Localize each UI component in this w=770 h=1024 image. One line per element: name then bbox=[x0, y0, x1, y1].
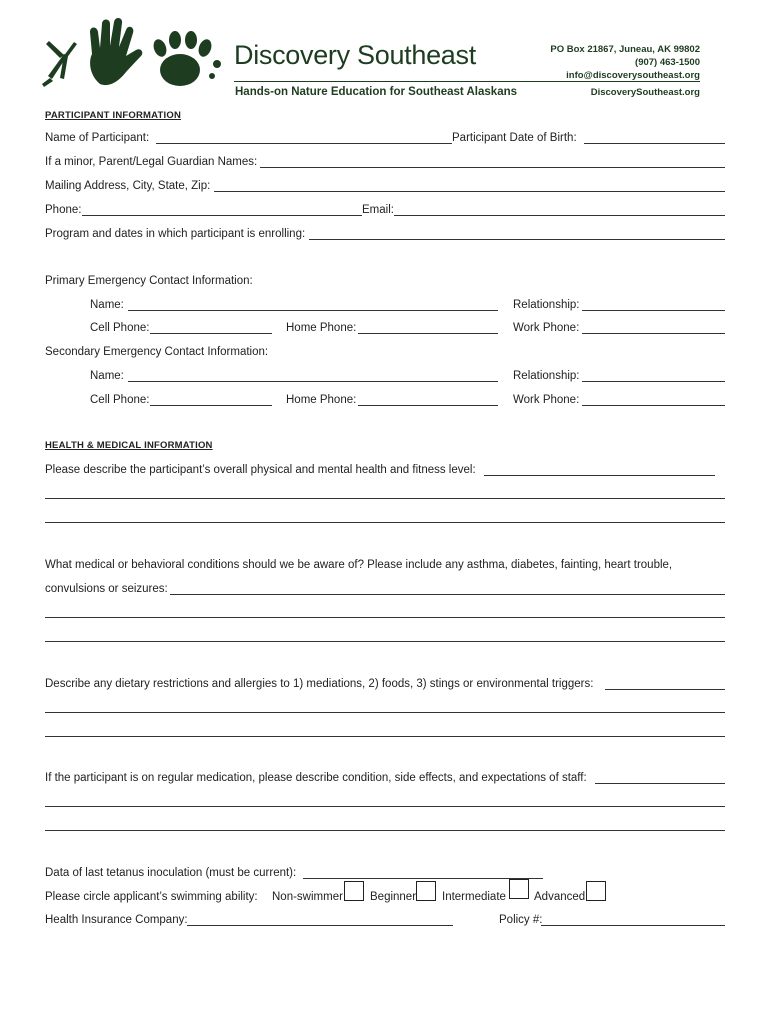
hand-and-paw-prints-icon bbox=[40, 14, 222, 96]
primary-home-field[interactable] bbox=[358, 333, 498, 334]
primary-relationship-field[interactable] bbox=[582, 310, 725, 311]
swim-checkbox-beginner[interactable] bbox=[416, 881, 436, 901]
dietary-question: Describe any dietary restrictions and allergies to 1) mediations, 2) foods, 3) stings or environmental triggers: bbox=[45, 678, 594, 690]
secondary-home-field[interactable] bbox=[358, 405, 498, 406]
participant-name-field[interactable] bbox=[156, 143, 452, 144]
secondary-relationship-field[interactable] bbox=[582, 381, 725, 382]
secondary-contact-label: Secondary Emergency Contact Information: bbox=[45, 346, 269, 358]
secondary-work-label: Work Phone: bbox=[513, 394, 580, 406]
health-heading: HEALTH & MEDICAL INFORMATION bbox=[45, 440, 213, 451]
swim-checkbox-advanced[interactable] bbox=[586, 881, 606, 901]
org-name: Discovery Southeast bbox=[234, 40, 476, 70]
primary-work-label: Work Phone: bbox=[513, 322, 580, 334]
primary-relationship-label: Relationship: bbox=[513, 299, 580, 311]
dietary-field-2[interactable] bbox=[45, 712, 725, 713]
address-label: Mailing Address, City, State, Zip: bbox=[45, 180, 211, 192]
medication-field-2[interactable] bbox=[45, 806, 725, 807]
program-field[interactable] bbox=[309, 239, 725, 240]
email-label: Email: bbox=[362, 204, 394, 216]
conditions-field-2[interactable] bbox=[45, 617, 725, 618]
org-phone: (907) 463-1500 bbox=[635, 57, 700, 68]
participant-name-label: Name of Participant: bbox=[45, 132, 150, 144]
conditions-field-3[interactable] bbox=[45, 641, 725, 642]
secondary-home-label: Home Phone: bbox=[286, 394, 357, 406]
primary-contact-label: Primary Emergency Contact Information: bbox=[45, 275, 253, 287]
primary-name-label: Name: bbox=[90, 299, 124, 311]
dob-label: Participant Date of Birth: bbox=[452, 132, 577, 144]
address-field[interactable] bbox=[214, 191, 725, 192]
fitness-field-1[interactable] bbox=[484, 475, 715, 476]
swim-option-label: Advanced bbox=[534, 891, 586, 903]
medication-field-3[interactable] bbox=[45, 830, 725, 831]
dietary-field-3[interactable] bbox=[45, 736, 725, 737]
swim-checkbox-non-swimmer[interactable] bbox=[344, 881, 364, 901]
phone-label: Phone: bbox=[45, 204, 82, 216]
medication-field-1[interactable] bbox=[595, 783, 725, 784]
org-address: PO Box 21867, Juneau, AK 99802 bbox=[550, 44, 700, 55]
org-website: DiscoverySoutheast.org bbox=[590, 87, 700, 98]
policy-field[interactable] bbox=[541, 925, 725, 926]
tetanus-label: Data of last tetanus inoculation (must be current): bbox=[45, 867, 297, 879]
participant-heading: PARTICIPANT INFORMATION bbox=[45, 110, 182, 121]
primary-cell-label: Cell Phone: bbox=[90, 322, 150, 334]
guardian-field[interactable] bbox=[260, 167, 725, 168]
secondary-cell-label: Cell Phone: bbox=[90, 394, 150, 406]
header-rule bbox=[234, 81, 700, 82]
secondary-relationship-label: Relationship: bbox=[513, 370, 580, 382]
insurance-field[interactable] bbox=[187, 925, 453, 926]
dietary-field-1[interactable] bbox=[605, 689, 725, 690]
guardian-label: If a minor, Parent/Legal Guardian Names: bbox=[45, 156, 258, 168]
swim-label: Please circle applicant’s swimming ability: bbox=[45, 891, 258, 903]
email-field[interactable] bbox=[394, 215, 725, 216]
fitness-field-2[interactable] bbox=[45, 498, 725, 499]
secondary-name-field[interactable] bbox=[128, 381, 498, 382]
medication-question: If the participant is on regular medication, please describe condition, side effects, and expectations of staff: bbox=[45, 772, 587, 784]
secondary-name-label: Name: bbox=[90, 370, 124, 382]
primary-home-label: Home Phone: bbox=[286, 322, 357, 334]
fitness-field-3[interactable] bbox=[45, 522, 725, 523]
primary-name-field[interactable] bbox=[128, 310, 498, 311]
primary-work-field[interactable] bbox=[582, 333, 725, 334]
org-email: info@discoverysoutheast.org bbox=[566, 70, 700, 81]
primary-cell-field[interactable] bbox=[150, 333, 272, 334]
program-label: Program and dates in which participant is enrolling: bbox=[45, 228, 306, 240]
swim-option-label: Beginner bbox=[370, 891, 417, 903]
tetanus-field[interactable] bbox=[303, 878, 543, 879]
swim-option-label: Intermediate bbox=[442, 891, 506, 903]
insurance-label: Health Insurance Company: bbox=[45, 914, 188, 926]
dob-field[interactable] bbox=[584, 143, 725, 144]
secondary-work-field[interactable] bbox=[582, 405, 725, 406]
policy-label: Policy #: bbox=[499, 914, 543, 926]
phone-field[interactable] bbox=[82, 215, 362, 216]
tagline: Hands-on Nature Education for Southeast Alaskans bbox=[235, 86, 518, 98]
fitness-question: Please describe the participant’s overall physical and mental health and fitness level: bbox=[45, 464, 476, 476]
swim-checkbox-intermediate[interactable] bbox=[509, 879, 529, 899]
conditions-question: What medical or behavioral conditions should we be aware of? Please include any asthma, diabetes, fainting, heart trouble, bbox=[45, 559, 673, 571]
swim-option-label: Non-swimmer bbox=[272, 891, 343, 903]
conditions-field-1[interactable] bbox=[170, 594, 725, 595]
conditions-question-cont: convulsions or seizures: bbox=[45, 583, 168, 595]
secondary-cell-field[interactable] bbox=[150, 405, 272, 406]
